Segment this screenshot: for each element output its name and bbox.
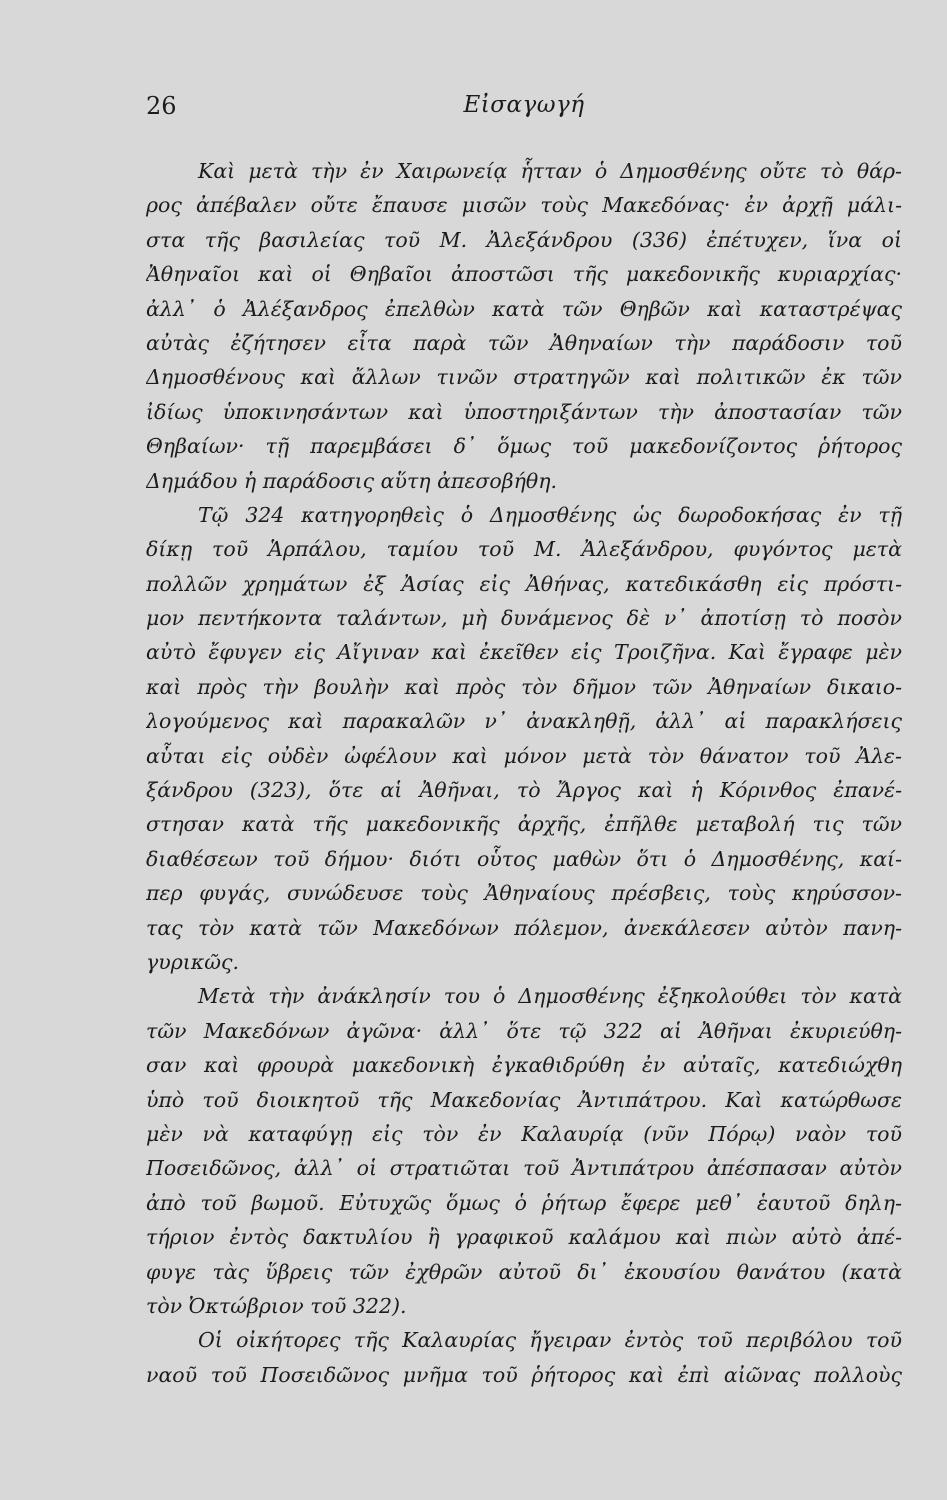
paragraph-line: Δημοσθένους καὶ ἄλλων τινῶν στρατηγῶν καὶ πολιτικῶν ἐκ τῶν: [146, 365, 902, 390]
paragraph-line: γυρικῶς.: [146, 949, 239, 974]
chapter-title: Εἰσαγωγή: [463, 92, 585, 118]
paragraph-line: ἀπὸ τοῦ βωμοῦ. Εὐτυχῶς ὅμως ὁ ῥήτωρ ἔφερε μεθ᾽ ἑαυτοῦ δηλη-: [146, 1190, 902, 1215]
paragraph-line: ξάνδρου (323), ὅτε αἱ Ἀθῆναι, τὸ Ἄργος καὶ ἡ Κόρινθος ἐπανέ-: [146, 778, 902, 803]
paragraph-line: δίκῃ τοῦ Ἁρπάλου, ταμίου τοῦ Μ. Ἀλεξάνδρου, φυγόντος μετὰ: [146, 537, 902, 562]
paragraph-line: ρος ἀπέβαλεν οὔτε ἔπαυσε μισῶν τοὺς Μακεδόνας· ἐν ἀρχῇ μάλι-: [146, 193, 902, 218]
paragraph-line: στα τῆς βασιλείας τοῦ Μ. Ἀλεξάνδρου (336) ἐπέτυχεν, ἵνα οἱ: [146, 227, 902, 252]
paragraph-line: Μετὰ τὴν ἀνάκλησίν του ὁ Δημοσθένης ἐξηκολούθει τὸν κατὰ: [198, 984, 902, 1009]
paragraph-line: περ φυγάς, συνώδευσε τοὺς Ἀθηναίους πρέσβεις, τοὺς κηρύσσον-: [146, 881, 902, 906]
paragraph-line: πολλῶν χρημάτων ἐξ Ἀσίας εἰς Ἀθήνας, κατεδικάσθη εἰς πρόστι-: [146, 571, 902, 596]
paragraph-line: φυγε τὰς ὕβρεις τῶν ἐχθρῶν αὐτοῦ δι᾽ ἑκουσίου θανάτου (κατὰ: [146, 1259, 902, 1284]
paragraph-line: τὸν Ὀκτώβριον τοῦ 322).: [146, 1293, 407, 1318]
paragraph-line: μον πεντήκοντα ταλάντων, μὴ δυνάμενος δὲ ν᾽ ἀποτίσῃ τὸ ποσὸν: [146, 606, 902, 631]
paragraph-line: ἰδίως ὑποκινησάντων καὶ ὑποστηριξάντων τὴν ἀποστασίαν τῶν: [146, 399, 902, 424]
paragraph-line: διαθέσεων τοῦ δήμου· διότι οὗτος μαθὼν ὅτι ὁ Δημοσθένης, καί-: [146, 846, 902, 871]
paragraph-line: στησαν κατὰ τῆς μακεδονικῆς ἀρχῆς, ἐπῆλθε μεταβολή τις τῶν: [146, 812, 902, 837]
paragraph-line: λογούμενος καὶ παρακαλῶν ν᾽ ἀνακληθῇ, ἀλλ᾽ αἱ παρακλήσεις: [146, 709, 902, 734]
paragraph-line: ὑπὸ τοῦ διοικητοῦ τῆς Μακεδονίας Ἀντιπάτρου. Καὶ κατώρθωσε: [146, 1087, 902, 1112]
paragraph-line: αὐτὰς ἐζήτησεν εἶτα παρὰ τῶν Ἀθηναίων τὴν παράδοσιν τοῦ: [146, 330, 902, 355]
paragraph-line: Ποσειδῶνος, ἀλλ᾽ οἱ στρατιῶται τοῦ Ἀντιπάτρου ἀπέσπασαν αὐτὸν: [146, 1156, 902, 1181]
paragraph-line: σαν καὶ φρουρὰ μακεδονικὴ ἐγκαθιδρύθη ἐν αὐταῖς, κατεδιώχθη: [146, 1053, 902, 1078]
paragraph-line: Καὶ μετὰ τὴν ἐν Χαιρωνείᾳ ἧτταν ὁ Δημοσθένης οὔτε τὸ θάρ-: [198, 159, 902, 183]
paragraph-line: Δημάδου ἡ παράδοσις αὕτη ἀπεσοβήθη.: [146, 468, 558, 493]
paragraph-line: μὲν νὰ καταφύγῃ εἰς τὸν ἐν Καλαυρίᾳ (νῦν Πόρῳ) ναὸν τοῦ: [146, 1121, 902, 1146]
paragraph-line: Ἀθηναῖοι καὶ οἱ Θηβαῖοι ἀποστῶσι τῆς μακεδονικῆς κυριαρχίας·: [146, 262, 902, 287]
paragraph-line: ἀλλ᾽ ὁ Ἀλέξανδρος ἐπελθὼν κατὰ τῶν Θηβῶν καὶ καταστρέψας: [146, 296, 902, 321]
running-head: [146, 92, 902, 126]
paragraph-line: Τῷ 324 κατηγορηθεὶς ὁ Δημοσθένης ὡς δωροδοκήσας ἐν τῇ: [198, 502, 902, 527]
paragraph-line: αὗται εἰς οὐδὲν ὠφέλουν καὶ μόνον μετὰ τὸν θάνατον τοῦ Ἀλε-: [146, 743, 902, 768]
paragraph-line: τας τὸν κατὰ τῶν Μακεδόνων πόλεμον, ἀνεκάλεσεν αὐτὸν πανη-: [146, 915, 902, 940]
paragraph-line: ναοῦ τοῦ Ποσειδῶνος μνῆμα τοῦ ῥήτορος καὶ ἐπὶ αἰῶνας πολλοὺς: [146, 1362, 902, 1387]
paragraph-line: αὐτὸ ἔφυγεν εἰς Αἴγιναν καὶ ἐκεῖθεν εἰς Τροιζῆνα. Καὶ ἔγραφε μὲν: [146, 640, 902, 665]
body-text: [146, 154, 902, 1392]
paragraph-line: τήριον ἐντὸς δακτυλίου ἢ γραφικοῦ καλάμου καὶ πιὼν αὐτὸ ἀπέ-: [146, 1225, 902, 1250]
page-number: 26: [146, 92, 177, 120]
paragraph-line: τῶν Μακεδόνων ἀγῶνα· ἀλλ᾽ ὅτε τῷ 322 αἱ Ἀθῆναι ἐκυριεύθη-: [146, 1018, 902, 1043]
paragraph-line: καὶ πρὸς τὴν βουλὴν καὶ πρὸς τὸν δῆμον τῶν Ἀθηναίων δικαιο-: [146, 674, 902, 699]
paragraph-line: Θηβαίων· τῇ παρεμβάσει δ᾽ ὅμως τοῦ μακεδονίζοντος ῥήτορος: [146, 434, 902, 459]
paragraph-line: Οἱ οἰκήτορες τῆς Καλαυρίας ἤγειραν ἐντὸς τοῦ περιβόλου τοῦ: [198, 1328, 902, 1353]
